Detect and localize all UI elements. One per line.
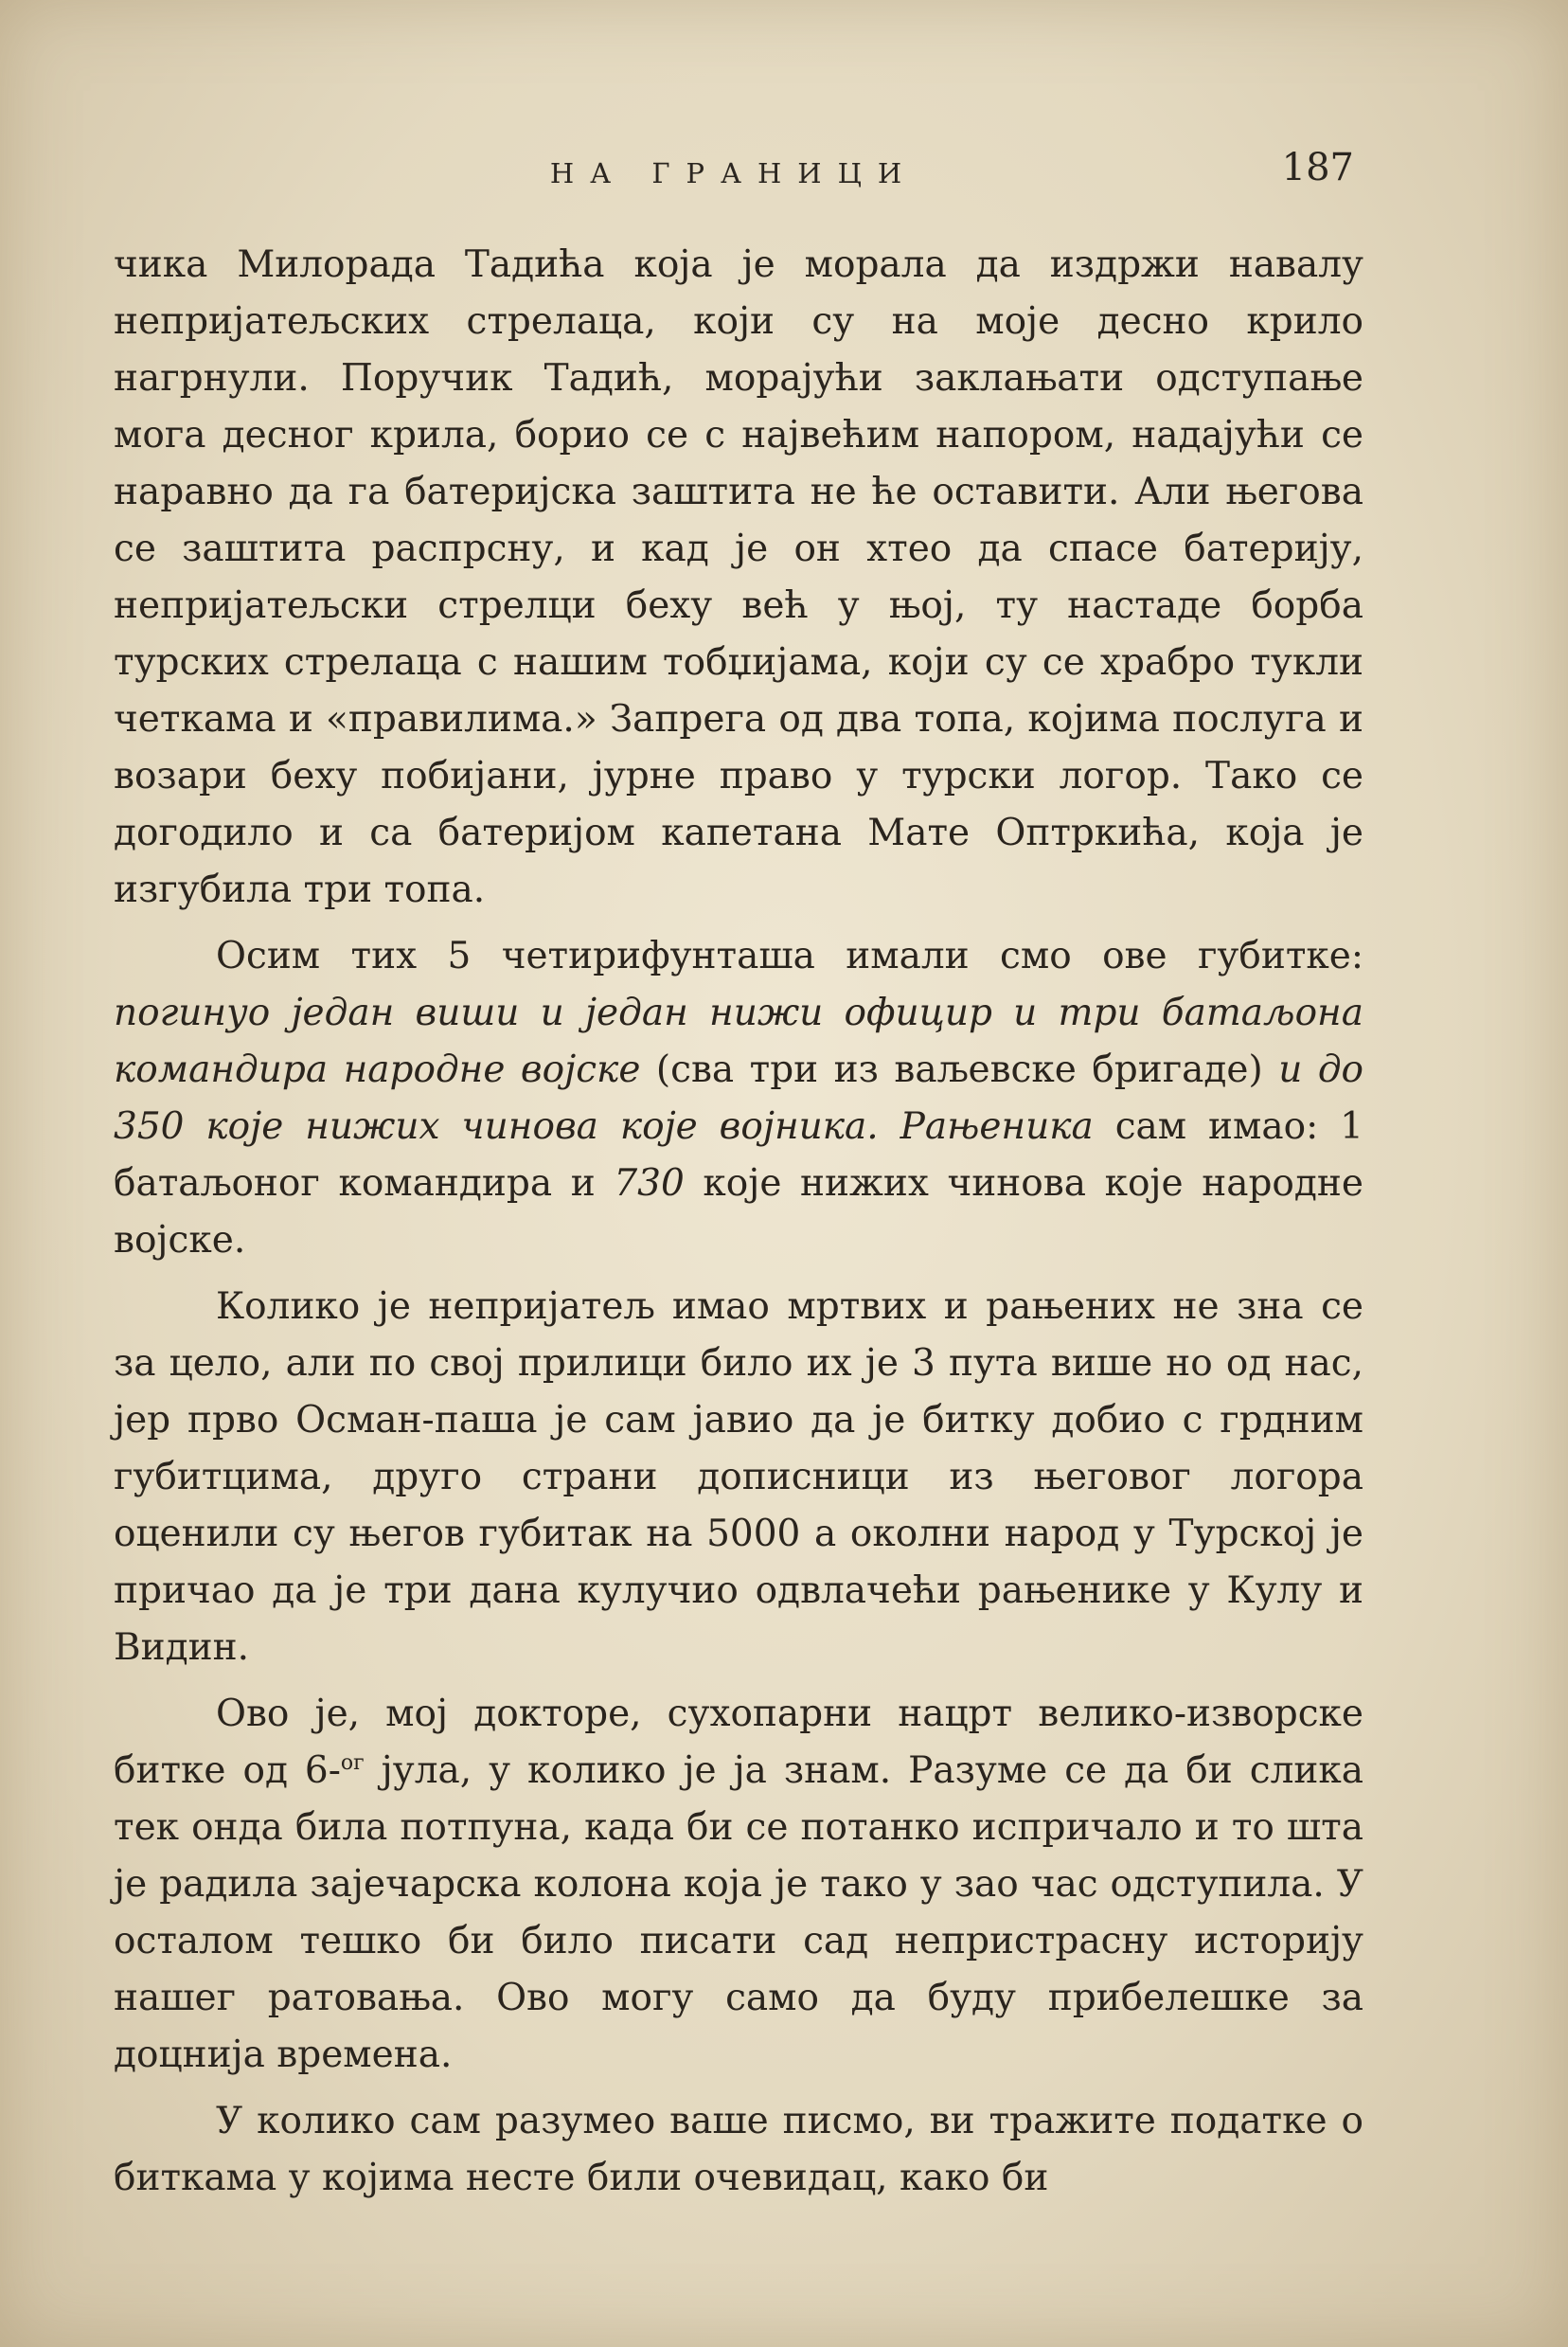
italic-text-run: погинуо један виши и један нижи официр и три батаљона командира народне војске (114, 992, 1363, 1091)
text-run: које нижих чинова које народне војске. (114, 1162, 1363, 1262)
paragraph-4 (114, 1686, 1363, 2084)
paragraph-2 (114, 928, 1363, 1269)
italic-text-run: 730 (614, 1162, 685, 1205)
text-run: Ово је, мој докторе, сухопарни нацрт велико-изворске битке од 6- (114, 1693, 1363, 1792)
text-run: Осим тих 5 четирифунташа имали смо ове губитке: (216, 935, 1363, 977)
text-run: јула, у колико је ја знам. Разуме се да би слика тек онда била потпуна, када би се потанко испричало и то шта је радила зајечарска колона која је тако у зао час одступила. У осталом тешко би било писати сад непристрасну историју нашег ратовања. Ово могу само да буду прибелешке за доцнија времена. (114, 1749, 1363, 2076)
body-text (114, 237, 1363, 2216)
text-run: сам имао: 1 батаљоног командира и (114, 1105, 1363, 1205)
page-header (114, 142, 1354, 199)
paragraph-3 (114, 1279, 1363, 1676)
text-run: чика Милорада Тадића која је морала да издржи навалу непријатељских стрелаца, који су на моје десно крило нагрнули. Поручик Тадић, морајући заклањати одступање мога десног крила, борио се с највећим напором, надајући се наравно да га батеријска заштита не ће оставити. Али његова се заштита распрсну, и кад је он хтео да спасе батерију, непријатељски стрелци беху већ у њој, ту настаде борба турских стрелаца с нашим тобџијама, који су се храбро тукли четкама и «правилима.» Запрега од два топа, којима послуга и возари беху побијани, јурне право у турски логор. Тако се догодило и са батеријом капетана Мате Оптркића, која је изгубила три топа. (114, 243, 1363, 911)
text-run: У колико сам разумео ваше писмо, ви тражите податке о биткама у којима несте били очевидац, како би (114, 2100, 1363, 2199)
running-head: НА ГРАНИЦИ (549, 157, 918, 189)
superscript-run: ог (340, 1751, 365, 1775)
paragraph-1 (114, 237, 1363, 919)
paragraph-5 (114, 2093, 1363, 2207)
text-run: (сва три из ваљевске бригаде) (640, 1048, 1279, 1091)
text-run: Колико је непријатељ имао мртвих и рањених не зна се за цело, али по свој прилици било их је 3 пута више но од нас, јер прво Осман-паша је сам јавио да је битку добио с грдним губитцима, друго страни дописници из његовог логора оценили су његов губитак на 5000 а околни народ у Турској је причао да је три дана кулучио одвлачећи рањенике у Кулу и Видин. (114, 1285, 1363, 1669)
page-number: 187 (1281, 146, 1354, 189)
italic-text-run: и до 350 које нижих чинова које војника. Рањеника (114, 1048, 1364, 1148)
